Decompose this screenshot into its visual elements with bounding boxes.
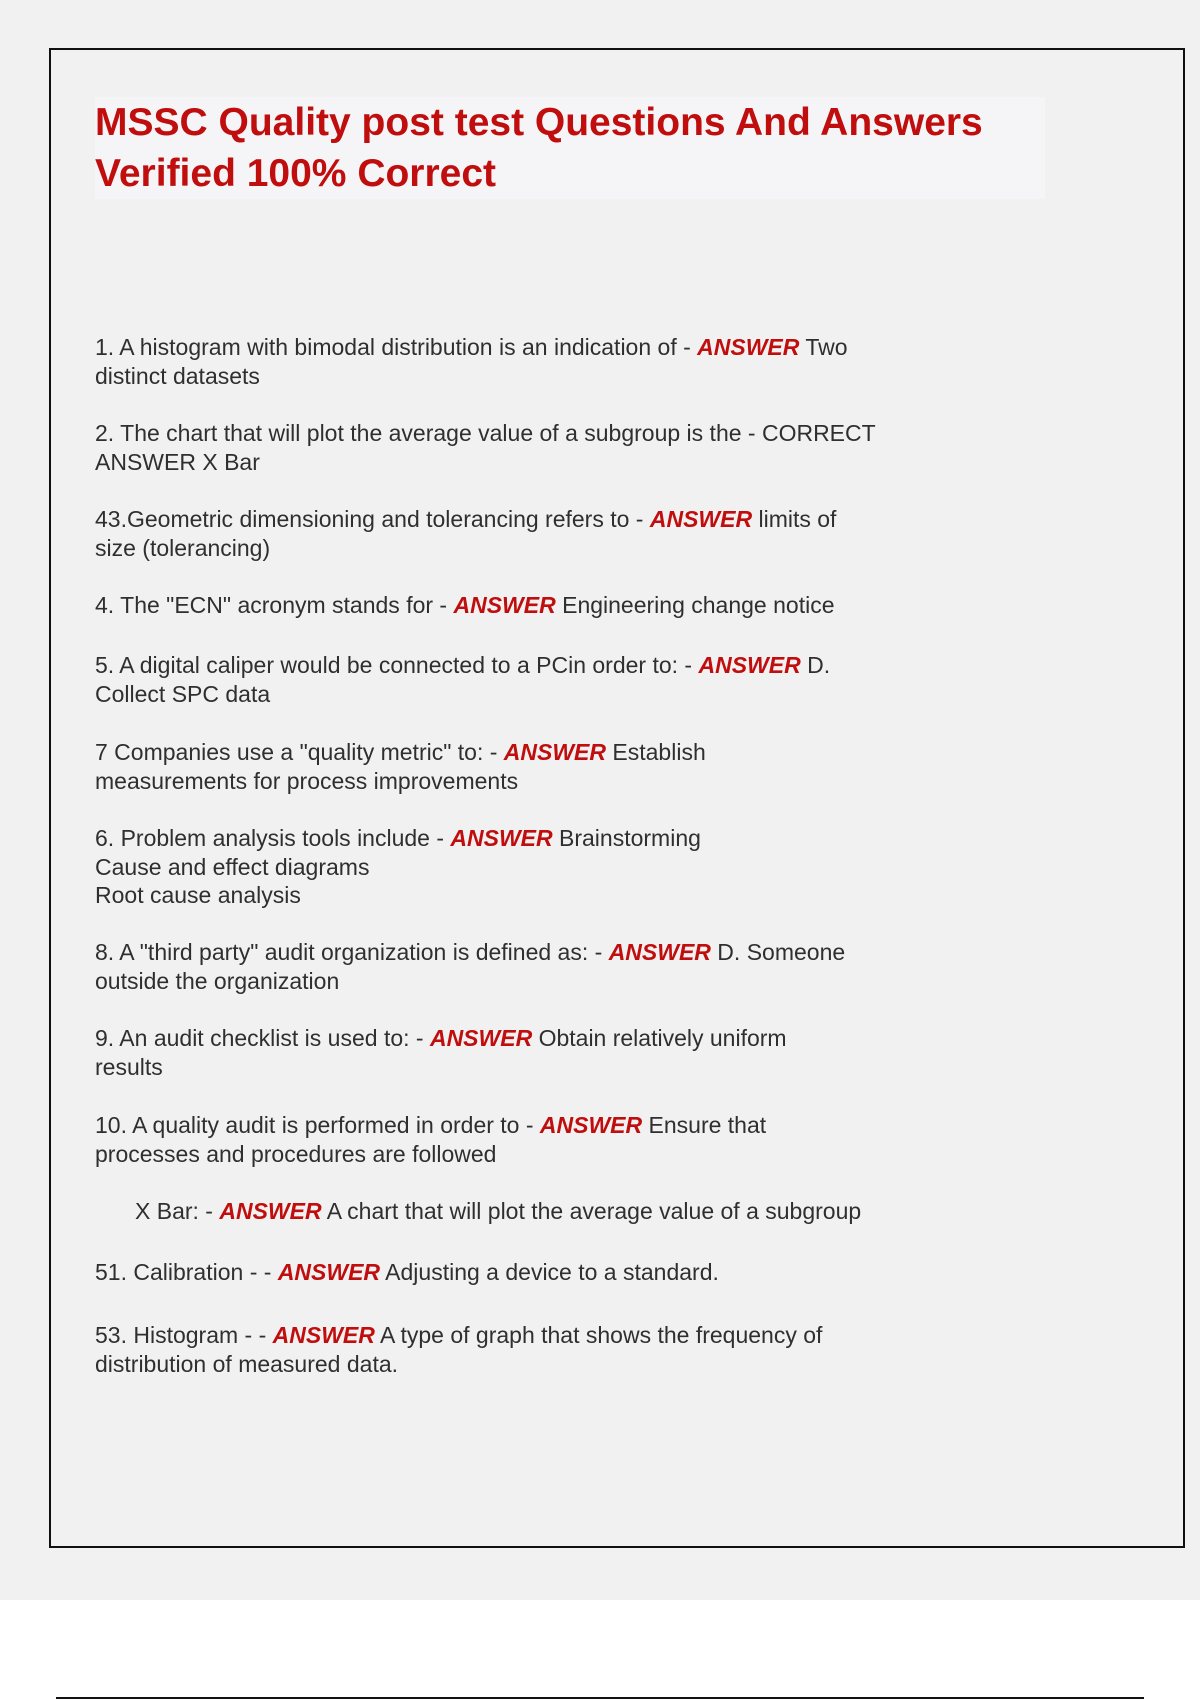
qa-item-11 [135,1197,861,1226]
answer-tag: ANSWER [698,652,801,678]
question-text: 6. Problem analysis tools include - [95,825,451,851]
answer-text: Brainstorming Cause and effect diagrams Root cause analysis [95,825,701,908]
answer-tag: ANSWER [277,1259,381,1285]
answer-text: Obtain relatively uniform results [95,1025,787,1080]
question-text: 43.Geometric dimensioning and tolerancing refers to - [95,506,650,532]
question-text: 51. Calibration - - [95,1259,278,1285]
answer-tag: ANSWER [429,1025,533,1051]
answer-text: D. Someone outside the organization [95,939,846,994]
question-text: X Bar: - [135,1198,220,1224]
answer-tag: ANSWER [219,1198,322,1224]
answer-text: Adjusting a device to a standard. [380,1259,719,1285]
answer-text: Engineering change notice [555,592,835,618]
answer-tag: ANSWER [272,1322,375,1348]
answer-text: A chart that will plot the average value of a subgroup [321,1198,862,1224]
answer-tag: ANSWER [539,1112,643,1138]
answer-tag: ANSWER [608,939,711,965]
qa-item-5 [95,651,830,708]
answer-tag: ANSWER [649,506,753,532]
qa-item-6 [95,738,706,795]
answer-tag: ANSWER [450,825,553,851]
qa-item-2 [95,419,876,476]
answer-tag: ANSWER [697,334,800,360]
qa-item-9 [95,1024,787,1081]
question-text: 53. Histogram - - [95,1322,273,1348]
answer-text: Ensure that processes and procedures are followed [95,1112,767,1167]
question-text: 8. A "third party" audit organization is defined as: - [95,939,609,965]
answer-tag: ANSWER [503,739,607,765]
question-text: 7 Companies use a "quality metric" to: - [95,739,504,765]
answer-text: limits of size (tolerancing) [95,506,837,561]
footer-divider [56,1697,1144,1699]
qa-item-8 [95,938,845,995]
qa-item-12 [95,1258,719,1287]
question-text: 1. A histogram with bimodal distribution is an indication of - [95,334,698,360]
document-title: MSSC Quality post test Questions And Answers Verified 100% Correct [95,97,1045,199]
answer-tag: ANSWER [453,592,556,618]
answer-text: A type of graph that shows the frequency of distribution of measured data. [95,1322,823,1377]
answer-text: D. Collect SPC data [95,652,831,707]
question-text: 4. The "ECN" acronym stands for - [95,592,454,618]
qa-item-13 [95,1321,822,1378]
answer-text: Establish measurements for process improvements [95,739,706,794]
qa-item-3 [95,505,836,562]
qa-item-1 [95,333,848,390]
qa-item-10 [95,1111,766,1168]
question-text: 10. A quality audit is performed in order to - [95,1112,540,1138]
question-text: 2. The chart that will plot the average value of a subgroup is the - CORRECT ANSWER X Bar [95,420,876,475]
answer-text: Two distinct datasets [95,334,848,389]
qa-item-7 [95,824,701,910]
question-text: 9. An audit checklist is used to: - [95,1025,430,1051]
question-text: 5. A digital caliper would be connected to a PCin order to: - [95,652,699,678]
qa-item-4 [95,591,834,620]
